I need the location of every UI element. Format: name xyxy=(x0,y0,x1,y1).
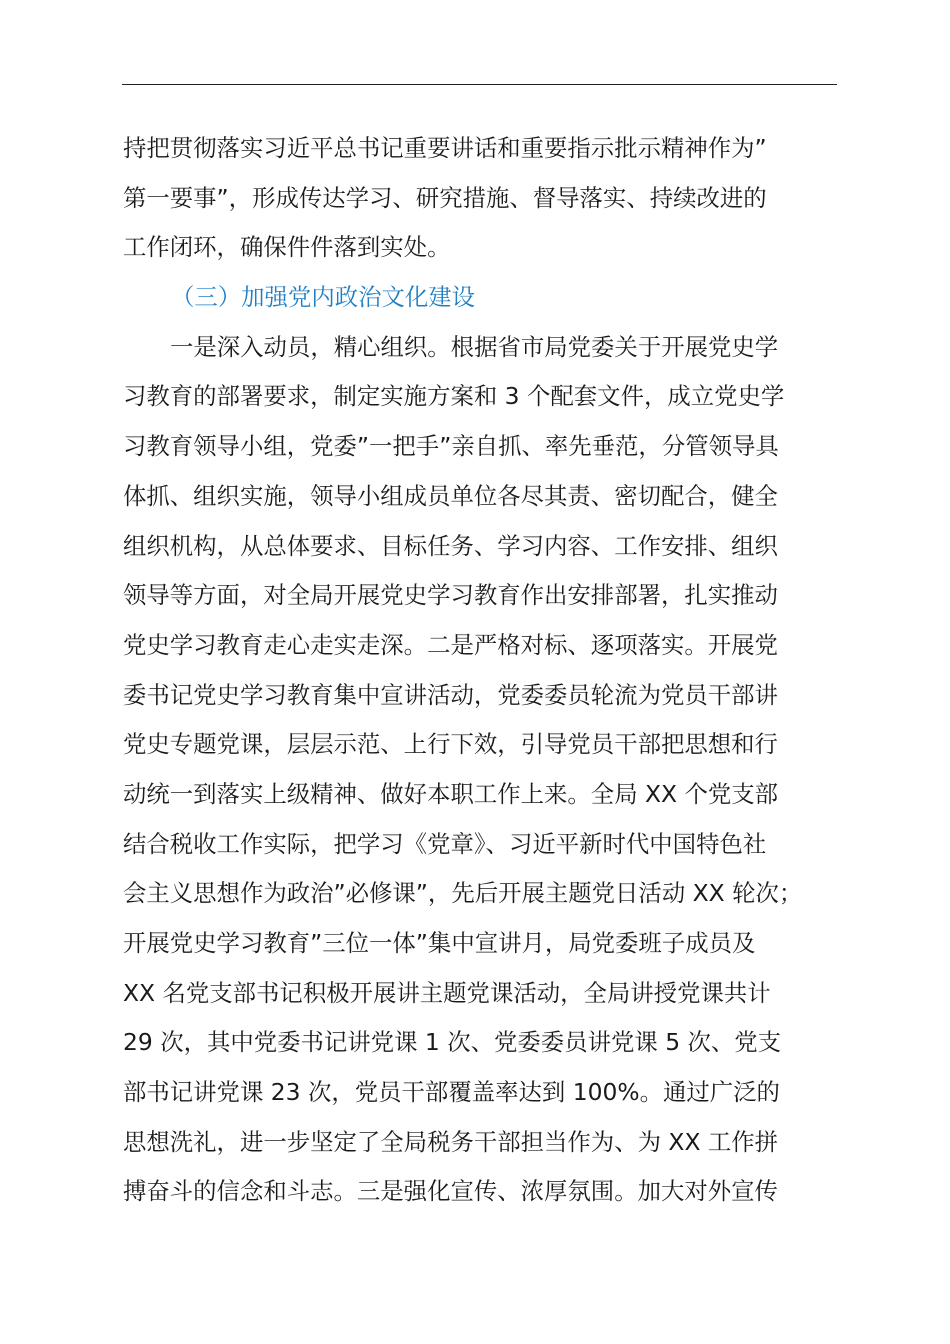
document-body xyxy=(123,124,837,1217)
paragraph-line: 党史学习教育走心走实走深。二是严格对标、逐项落实。开展党 xyxy=(123,630,778,659)
paragraph-line: 工作闭环，确保件件落到实处。 xyxy=(123,233,451,262)
paragraph-line: 部书记讲党课 23 次，党员干部覆盖率达到 100%。通过广泛的 xyxy=(123,1078,780,1107)
paragraph-line: 党史专题党课，层层示范、上行下效，引导党员干部把思想和行 xyxy=(123,730,778,759)
paragraph-line: 体抓、组织实施，领导小组成员单位各尽其责、密切配合，健全 xyxy=(123,481,778,510)
paragraph-line: 动统一到落实上级精神、做好本职工作上来。全局 XX 个党支部 xyxy=(123,779,779,808)
paragraph-line: 持把贯彻落实习近平总书记重要讲话和重要指示批示精神作为” xyxy=(123,134,767,162)
paragraph-line: 开展党史学习教育”三位一体”集中宣讲月，局党委班子成员及 xyxy=(123,929,756,957)
paragraph-line: 一是深入动员，精心组织。根据省市局党委关于开展党史学 xyxy=(170,332,779,361)
paragraph-line: 领导等方面，对全局开展党史学习教育作出安排部署，扎实推动 xyxy=(123,581,778,610)
paragraph-line: 搏奋斗的信念和斗志。三是强化宣传、浓厚氛围。加大对外宣传 xyxy=(123,1177,778,1206)
paragraph-line: XX 名党支部书记积极开展讲主题党课活动，全局讲授党课共计 xyxy=(123,978,771,1007)
paragraph-line: 习教育的部署要求，制定实施方案和 3 个配套文件，成立党史学 xyxy=(123,382,785,411)
paragraph-line: 委书记党史学习教育集中宣讲活动，党委委员轮流为党员干部讲 xyxy=(123,680,778,709)
paragraph-line: 结合税收工作实际，把学习《党章》、习近平新时代中国特色社 xyxy=(123,829,767,858)
paragraph-line: 习教育领导小组，党委”一把手”亲自抓、率先垂范，分管领导具 xyxy=(123,432,779,461)
paragraph-line: 会主义思想作为政治”必修课”，先后开展主题党日活动 XX 轮次； xyxy=(123,879,803,908)
paragraph-line: 思想洗礼，进一步坚定了全局税务干部担当作为、为 XX 工作拼 xyxy=(123,1127,779,1156)
header-rule xyxy=(122,84,837,85)
paragraph-line: 组织机构，从总体要求、目标任务、学习内容、工作安排、组织 xyxy=(123,531,778,560)
paragraph-line: 第一要事”，形成传达学习、研究措施、督导落实、持续改进的 xyxy=(123,183,767,212)
section-heading: （三）加强党内政治文化建设 xyxy=(171,283,476,312)
paragraph-line: 29 次，其中党委书记讲党课 1 次、党委委员讲党课 5 次、党支 xyxy=(123,1028,782,1057)
